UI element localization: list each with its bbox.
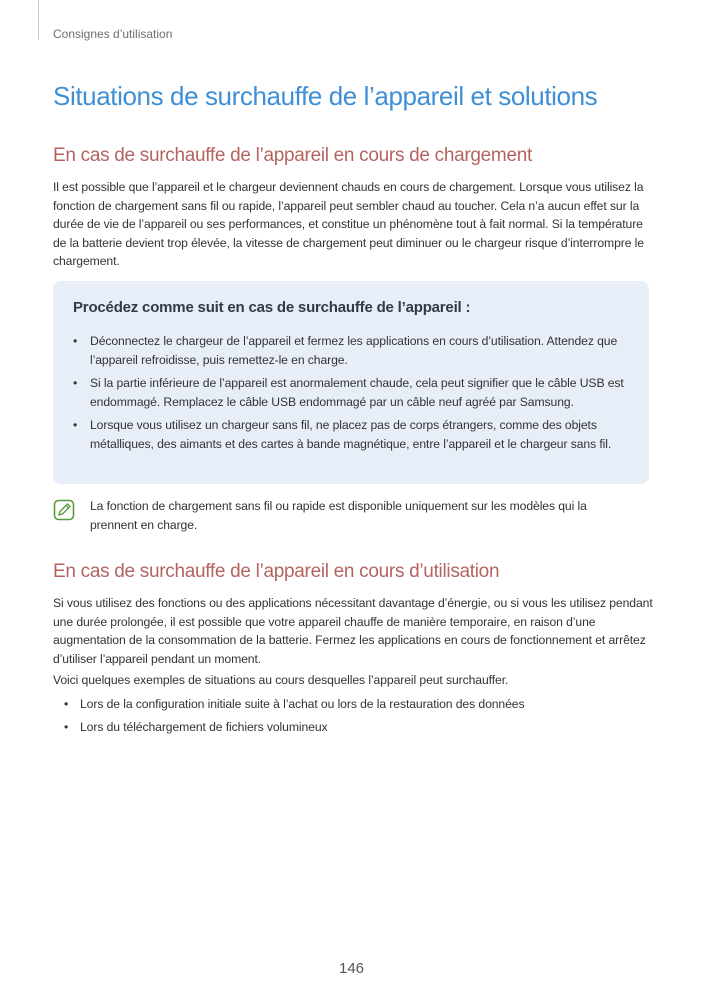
list-item-text: Si la partie inférieure de l’appareil est anormalement chaude, cela peut signifier que le câble USB est endommagé. Remplacez le câble USB endommagé par un câble neuf agréé par Samsung.: [90, 376, 624, 409]
list-item-text: Lorsque vous utilisez un chargeur sans fil, ne placez pas de corps étrangers, comme des objets métalliques, des aimants et des cartes à bande magnétique, entre l’appareil et le chargeur sans fil.: [90, 418, 612, 451]
header-rule: [38, 0, 39, 40]
list-item-text: Lors de la configuration initiale suite à l’achat ou lors de la restauration des données: [80, 697, 525, 711]
bullet-icon: •: [73, 418, 78, 432]
running-header: Consignes d’utilisation: [53, 27, 173, 41]
list-item-text: Déconnectez le chargeur de l’appareil et fermez les applications en cours d’utilisation. Attendez que l’appareil refroidisse, puis remettez-le en charge.: [90, 334, 618, 367]
examples-list: [64, 695, 644, 741]
note-text: La fonction de chargement sans fil ou rapide est disponible uniquement sur les modèles qui la prennent en charge.: [90, 499, 587, 532]
bullet-icon: •: [64, 720, 69, 734]
usage-paragraph: Si vous utilisez des fonctions ou des applications nécessitant davantage d’énergie, ou si vous les utilisez pendant une durée prolongée, il est possible que votre appareil chauffe de manière temporaire, en raison d’une augmentation de la consommation de la batterie. Fermez les applications en cours de fonctionnement et arrêtez d’utiliser l’appareil pendant un moment.: [53, 596, 653, 666]
note-pencil-icon: [53, 499, 75, 521]
bullet-icon: •: [64, 697, 69, 711]
overheat-tips-callout: [53, 281, 649, 484]
list-item: [73, 332, 633, 369]
examples-intro: Voici quelques exemples de situations au cours desquelles l’appareil peut surchauffer.: [53, 673, 509, 687]
bullet-icon: •: [73, 334, 78, 348]
bullet-icon: •: [73, 376, 78, 390]
list-item-text: Lors du téléchargement de fichiers volumineux: [80, 720, 328, 734]
page-title: Situations de surchauffe de l’appareil et solutions: [53, 81, 598, 111]
list-item: [64, 718, 644, 737]
charging-paragraph: Il est possible que l’appareil et le chargeur deviennent chauds en cours de chargement. Lorsque vous utilisez la fonction de chargement sans fil ou rapide, l’appareil peut sembler chaud au toucher. Cela n’a aucun effet sur la durée de vie de l’appareil ou ses performances, et constitue un phénomène tout à fait normal. Si la température de la batterie devient trop élevée, la vitesse de chargement peut diminuer ou le chargeur risque d’interrompre le chargement.: [53, 180, 644, 268]
list-item: [73, 374, 633, 411]
section-heading-charging: En cas de surchauffe de l’appareil en cours de chargement: [53, 145, 532, 166]
callout-title: Procédez comme suit en cas de surchauffe de l’appareil :: [73, 299, 471, 316]
list-item: [73, 416, 633, 453]
callout-list: [73, 332, 633, 458]
page-number: 146: [338, 960, 365, 977]
list-item: [64, 695, 644, 714]
section-heading-usage: En cas de surchauffe de l’appareil en cours d’utilisation: [53, 561, 500, 582]
